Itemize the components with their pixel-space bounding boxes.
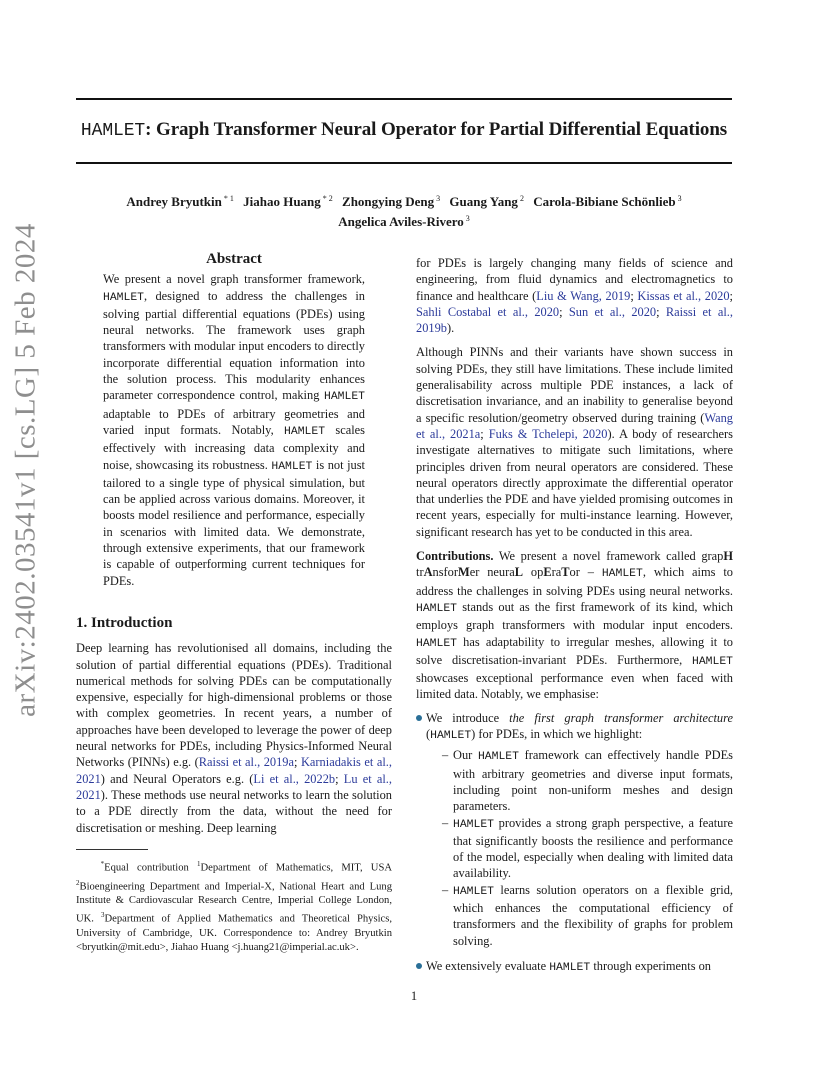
body-paragraph: for PDEs is largely changing many fields of science and engineering, from fluid dynamics and electromagnetics to finance and healthcare (Liu & Wang, 2019; Kissas et al., 2020; Sahli Costabal et al., 2020; Sun et al., 2020; Raissi et al., 2019b). bbox=[416, 256, 733, 336]
author-affiliation: 3 bbox=[436, 194, 441, 203]
title-rule-top bbox=[76, 98, 732, 100]
citation-link[interactable]: Wang et al., 2021a bbox=[416, 410, 733, 441]
author-name: Guang Yang bbox=[449, 194, 518, 209]
title-rule-bottom bbox=[76, 162, 732, 164]
abstract-heading: Abstract bbox=[206, 251, 262, 267]
author-affiliation: * 1 bbox=[223, 194, 234, 203]
left-column bbox=[76, 251, 392, 956]
citation-link[interactable]: Lu et al., 2021 bbox=[76, 771, 392, 802]
citation-link[interactable]: Fuks & Tchelepi, 2020 bbox=[488, 426, 608, 441]
list-item: We extensively evaluate HAMLET through experiments on bbox=[416, 958, 733, 976]
affiliation-footnote: *Equal contribution $^1$Department of Mathematics, MIT, USA $^2$Bioengineering Department and Imperial-X, National Heart and Lung Institute & Cardiovascular Research Centre, Imperial College London, UK. $^3$Department of Applied Mathematics and Theoretical Physics, University of Cambridge, UK. Correspondence to: Andrey Bryutkin <bryutkin@mit.edu>, Jiahao Huang <j.huang21@imperial.ac.uk>. bbox=[76, 859, 392, 954]
citation-link[interactable]: Karniadakis et al., 2021 bbox=[76, 755, 392, 786]
list-item: We introduce the first graph transformer architecture (HAMLET) for PDEs, in which we highlight: – Our HAMLET framework can effectively handle PDEs with arbitrary geometries and diverse input formats, including point non-uniform meshes and design parameters. – HAMLET provides a strong graph perspective, a feature that significantly boosts the resilience and performance of the model, especially when dealing with limited data availability. – HAMLET learns solution operators on a flexible grid, which enhances the computational efficiency of transformers and the flexibility of graphs for problem solving. bbox=[416, 710, 733, 949]
right-column bbox=[416, 255, 733, 976]
author bbox=[342, 194, 440, 209]
author-list bbox=[76, 190, 732, 230]
sub-list-item: – HAMLET learns solution operators on a flexible grid, which enhances the computational efficiency of transformers and the flexibility of graphs for problem solving. bbox=[442, 882, 733, 949]
author-affiliation: 2 bbox=[519, 194, 524, 203]
citation-link[interactable]: Raissi et al., 2019b bbox=[416, 304, 733, 336]
citation-link[interactable]: Sun et al., 2020 bbox=[568, 304, 657, 319]
paper-title bbox=[76, 119, 732, 141]
introduction-paragraph: Deep learning has revolutionised all domains, including the solution of partial differential equations (PDEs). Traditional numerical methods for solving PDEs can be computationally expensive, especially for high-dimensional problems or those with complex geometries. In recent years, a number of approaches have been developed to leverage the power of deep neural networks for PDEs, including Physics-Informed Neural Networks (PINNs) e.g. (Raissi et al., 2019a; Karniadakis et al., 2021) and Neural Operators e.g. (Li et al., 2022b; Lu et al., 2021). These methods use neural networks to learn the solution to a PDE directly from the data, without the need for discretisation or meshing. Deep learning bbox=[76, 641, 392, 835]
introduction-heading: 1. Introduction bbox=[76, 614, 173, 631]
citation-link[interactable]: Raissi et al., 2019a bbox=[198, 755, 294, 770]
author-name: Angelica Aviles-Rivero bbox=[338, 214, 464, 229]
author bbox=[126, 194, 233, 209]
author bbox=[243, 194, 333, 209]
citation-link[interactable]: Kissas et al., 2020 bbox=[637, 288, 730, 303]
author-affiliation: 3 bbox=[465, 214, 470, 223]
author-affiliation: 3 bbox=[677, 194, 682, 203]
sub-list bbox=[426, 747, 733, 949]
author bbox=[533, 194, 681, 209]
author bbox=[449, 194, 524, 209]
author bbox=[338, 214, 470, 229]
citation-link[interactable]: Li et al., 2022b bbox=[253, 771, 336, 786]
author-name: Andrey Bryutkin bbox=[126, 194, 222, 209]
arxiv-identifier-text: arXiv:2402.03541v1 [cs.LG] 5 Feb 2024 bbox=[9, 223, 42, 717]
citation-link[interactable]: Sahli Costabal et al., 2020 bbox=[416, 304, 560, 319]
body-paragraph: Although PINNs and their variants have shown success in solving PDEs, they still have limitations. These include limited generalisability across multiple PDE instances, a lack of discretisation invariance, and an inability to generalise beyond a specific resolution/geometry observed during training (Wang et al., 2021a; Fuks & Tchelepi, 2020). A body of researchers investigate alternatives to mitigate such limitations, where principles driven from neural operators are considered. These neural operators directly approximate the differential operator that underlies the PDE and have yielded promising outcomes in recent years, especially for multi-instance learning. However, significant research has yet to be conducted in this area. bbox=[416, 345, 733, 539]
author-name: Jiahao Huang bbox=[243, 194, 321, 209]
contributions-paragraph: Contributions. We present a novel framework called grapH trAnsforMer neuraL opEraTor – HAMLET, which aims to address the challenges in solving PDEs using neural networks. HAMLET stands out as the first framework of its kind, which employs graph transformers with modular input encoders. HAMLET has adaptability to irregular meshes, allowing it to solve discretisation-invariant PDEs. Furthermore, HAMLET showcases exceptional performance even when faced with limited data. Notably, we emphasise: bbox=[416, 549, 733, 702]
title-text: : Graph Transformer Neural Operator for Partial Differential Equations bbox=[145, 119, 728, 140]
title-model-name: HAMLET bbox=[80, 121, 146, 141]
contributions-list bbox=[416, 710, 733, 976]
contributions-label: Contributions. bbox=[416, 549, 494, 564]
citation-link[interactable]: Liu & Wang, 2019 bbox=[536, 288, 631, 303]
page-number: 1 bbox=[410, 989, 418, 1003]
abstract-text: We present a novel graph transformer framework, HAMLET, designed to address the challenges in solving partial differential equations (PDEs) using neural networks. The framework uses graph transformers with modular input encoders to directly incorporate differential equation information into the solution process. This modularity enhances parameter correspondence control, making HAMLET adaptable to PDEs of arbitrary geometries and varied input formats. Notably, HAMLET scales effectively with increasing data complexity and noise, showcasing its robustness. HAMLET is not just tailored to a single type of physical simulation, but can be applied across various domains. Moreover, it boosts model resilience and performance, especially in scenarios with limited data. We demonstrate, through extensive experiments, that our framework is capable of outperforming current techniques for PDEs. bbox=[103, 272, 366, 588]
footnote-divider bbox=[76, 849, 148, 850]
author-affiliation: * 2 bbox=[322, 194, 333, 203]
sub-list-item: – HAMLET provides a strong graph perspective, a feature that significantly boosts the resilience and performance of the model, especially when dealing with limited data availability. bbox=[442, 815, 733, 882]
author-name: Zhongying Deng bbox=[342, 194, 435, 209]
author-name: Carola-Bibiane Schönlieb bbox=[533, 194, 676, 209]
sub-list-item: – Our HAMLET framework can effectively handle PDEs with arbitrary geometries and diverse input formats, including point non-uniform meshes and design parameters. bbox=[442, 747, 733, 814]
